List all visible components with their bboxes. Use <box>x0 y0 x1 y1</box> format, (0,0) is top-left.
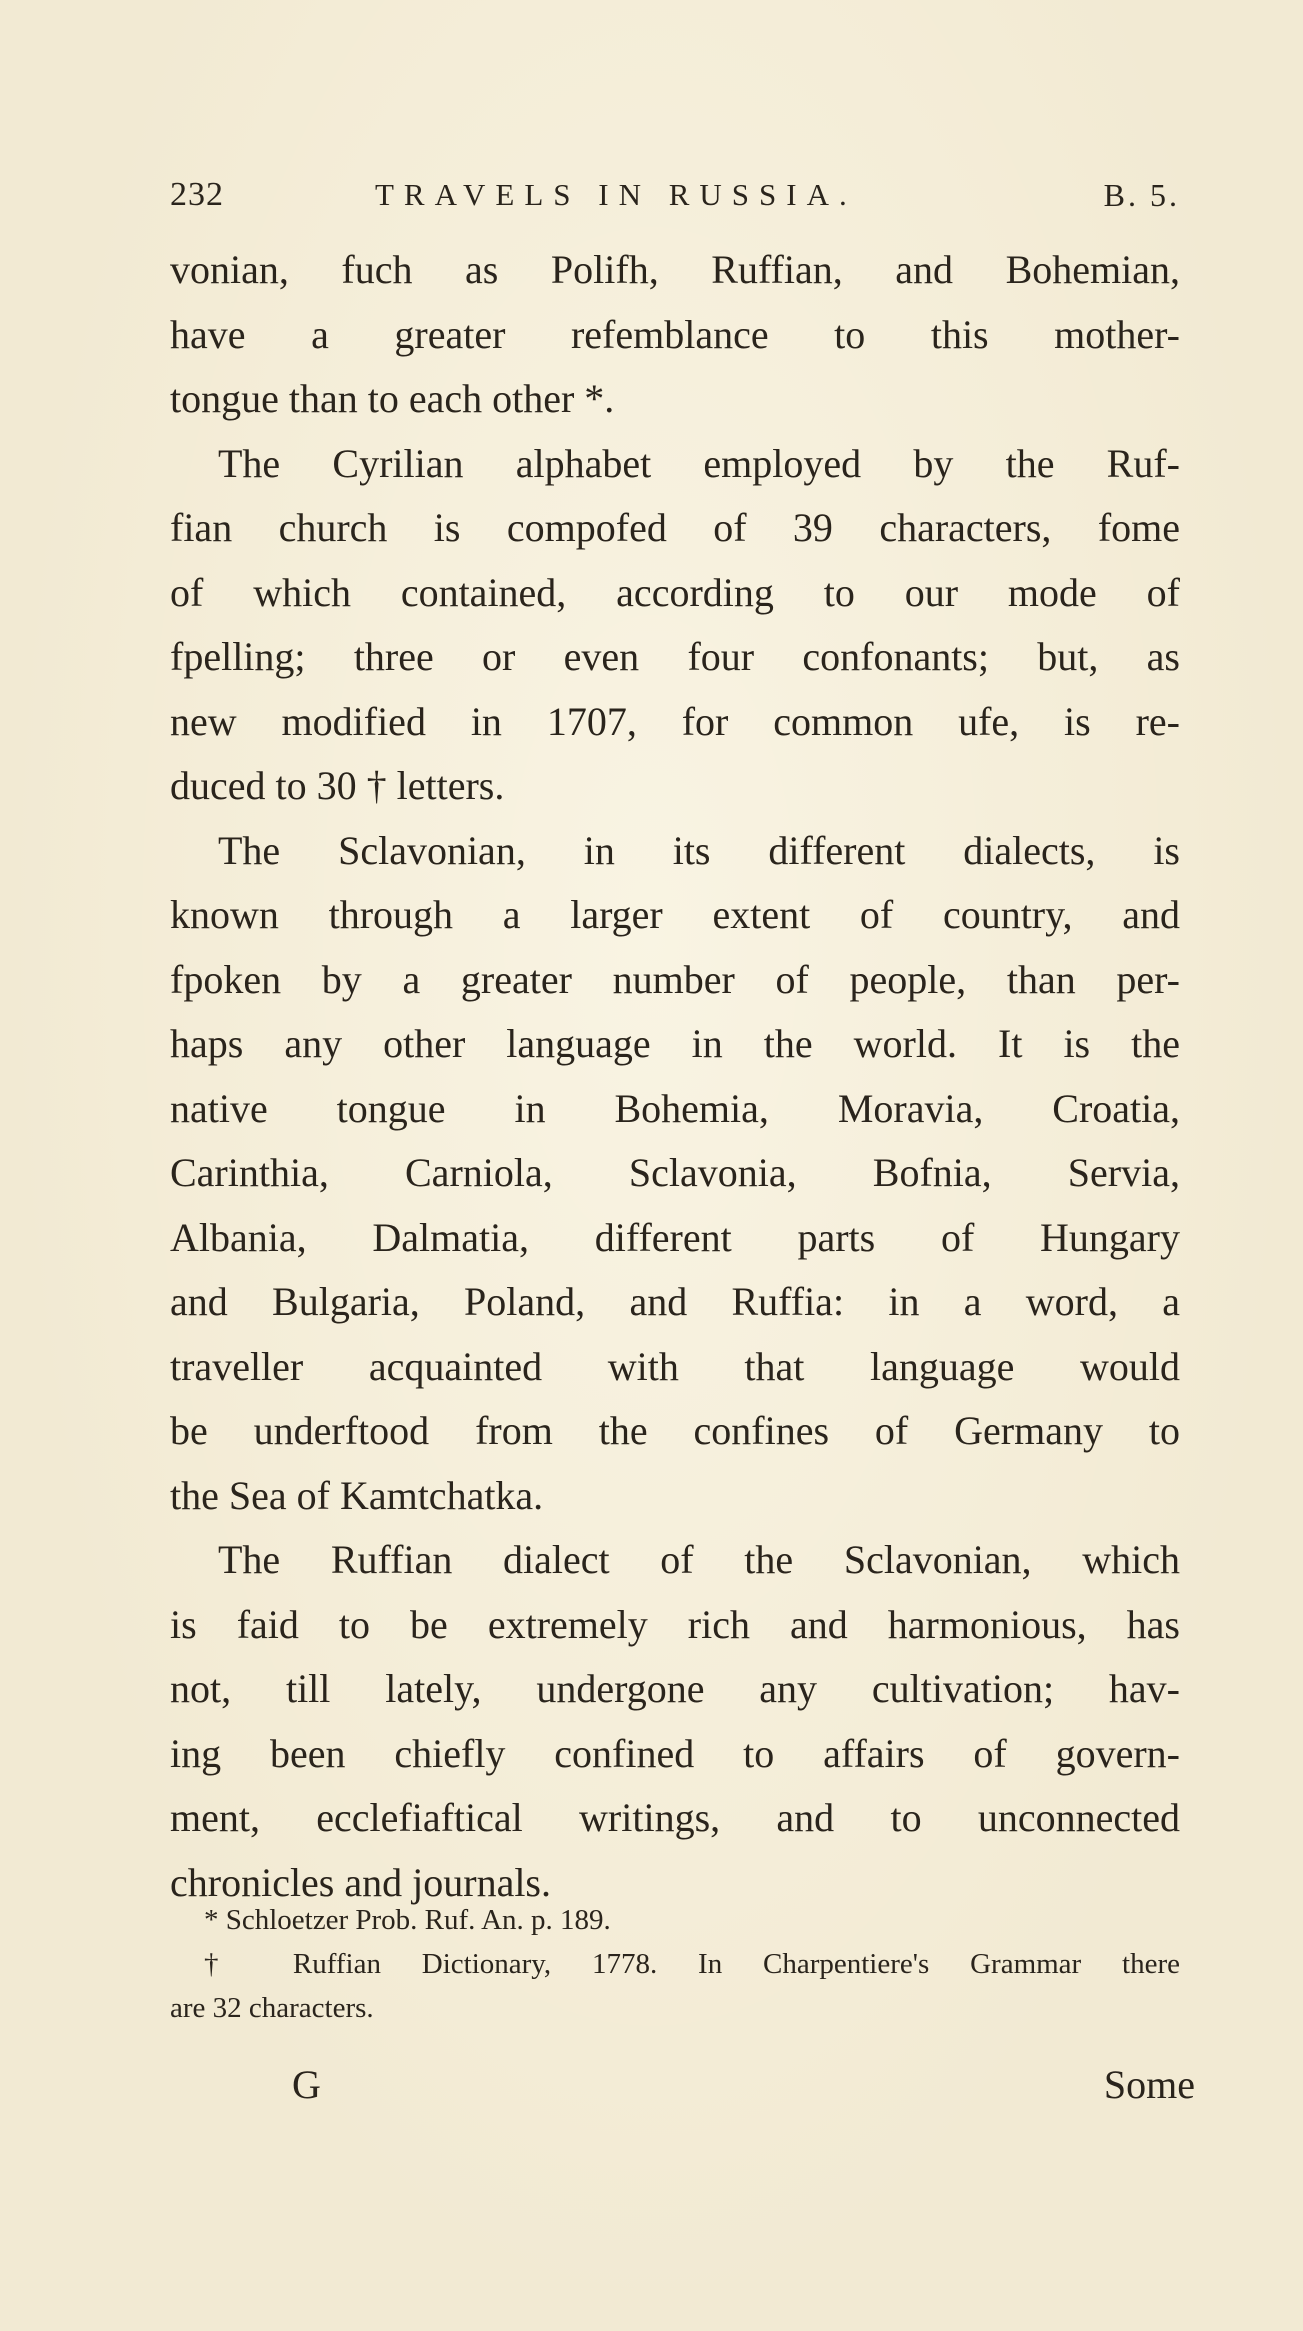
catchword: Some <box>1103 2062 1195 2107</box>
text-line: haps any other language in the world. It is the <box>170 1021 1180 1066</box>
text-line: native tongue in Bohemia, Moravia, Croatia, <box>170 1085 1180 1131</box>
paragraph-start-line: The Cyrilian alphabet employed by the Ruf- <box>218 440 1180 486</box>
text-line: the Sea of Kamtchatka. <box>170 1472 544 1518</box>
text-line: tongue than to each other *. <box>170 376 615 421</box>
text-line: ment, ecclefiaftical writings, and to unconnected <box>170 1795 1180 1840</box>
text-line: Albania, Dalmatia, different parts of Hungary <box>170 1214 1180 1260</box>
text-line: fian church is compofed of 39 characters, fome <box>170 505 1180 550</box>
body-text <box>170 238 1180 1915</box>
text-line: vonian, fuch as Polifh, Ruffian, and Bohemian, <box>170 247 1180 292</box>
text-line: fpoken by a greater number of people, than per- <box>170 956 1180 1002</box>
text-line: of which contained, according to our mode of <box>170 569 1180 615</box>
text-line: ing been chiefly confined to affairs of govern- <box>170 1730 1180 1776</box>
text-line: have a greater refemblance to this mother- <box>170 311 1180 357</box>
text-line: duced to 30 † letters. <box>170 763 505 808</box>
footnote: † Ruffian Dictionary, 1778. In Charpentiere's Grammar there <box>204 1948 1180 1980</box>
section-reference: B. 5. <box>1103 177 1180 213</box>
text-line: fpelling; three or even four confonants; but, as <box>170 634 1180 679</box>
text-line: Carinthia, Carniola, Sclavonia, Bofnia, Servia, <box>170 1150 1180 1195</box>
text-line: and Bulgaria, Poland, and Ruffia: in a word, a <box>170 1279 1180 1324</box>
text-line: is faid to be extremely rich and harmonious, has <box>170 1601 1180 1647</box>
paragraph-start-line: The Sclavonian, in its different dialects, is <box>218 827 1180 873</box>
text-line: be underftood from the confines of Germany to <box>170 1408 1180 1453</box>
text-line: not, till lately, undergone any cultivation; hav- <box>170 1666 1180 1711</box>
page-header <box>170 170 1180 220</box>
running-title: TRAVELS IN RUSSIA. <box>375 177 857 212</box>
text-line: traveller acquainted with that language would <box>170 1343 1180 1389</box>
paragraph-start-line: The Ruffian dialect of the Sclavonian, which <box>218 1537 1180 1582</box>
text-line: known through a larger extent of country, and <box>170 892 1180 937</box>
footnote-continuation: are 32 characters. <box>170 1992 374 2024</box>
footnote: * Schloetzer Prob. Ruf. An. p. 189. <box>204 1904 611 1936</box>
text-line: new modified in 1707, for common ufe, is re- <box>170 698 1180 744</box>
text-line: chronicles and journals. <box>170 1859 551 1905</box>
footnotes <box>170 1898 1180 2030</box>
page-number: 232 <box>170 176 224 213</box>
signature-mark: G <box>292 2062 321 2107</box>
